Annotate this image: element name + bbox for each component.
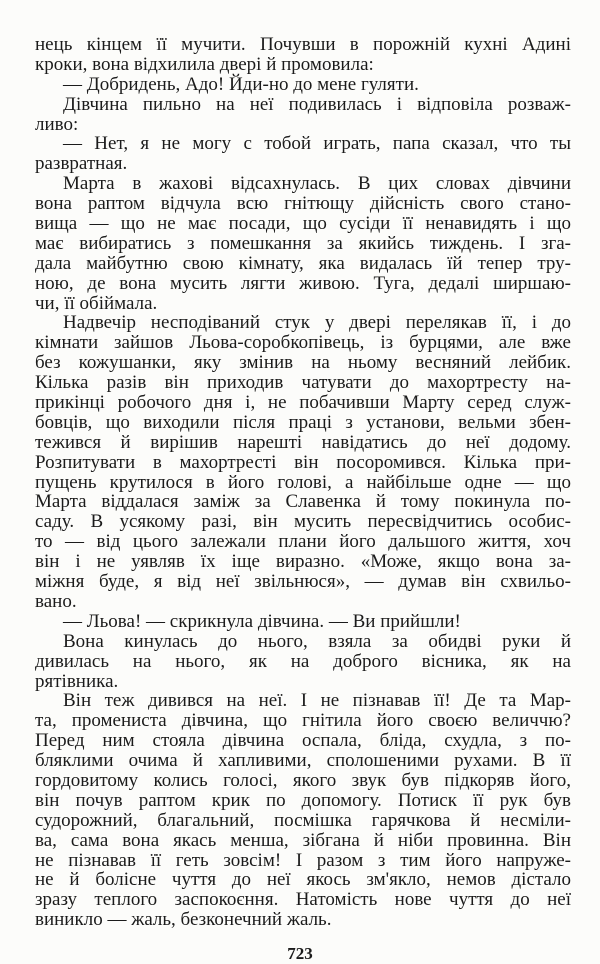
paragraph (35, 632, 571, 692)
text-line: вона раптом відчула всю гнітющу дійсність свого стано- (35, 193, 571, 215)
text-line: гордовитому колись голосі, якого звук був підкоряв його, (35, 769, 571, 791)
text-line: Вона кинулась до нього, взяла за обидві руки й (63, 630, 571, 652)
text-line: Розпитувати в махортресті він посоромився. Кілька при- (35, 451, 571, 473)
text-line: виникло — жаль, безконечний жаль. (35, 909, 332, 931)
text-line: кімнати зайшов Льова-соробкопівець, із бурцями, але вже (35, 332, 571, 354)
text-line: має вибиратись з помешкання за якийсь тиждень. І зга- (35, 232, 571, 254)
text-line: ва, сама вона якась менша, зібгана й ніби провинна. Він (35, 829, 571, 851)
text-line: зразу теплого заспокоєння. Натомість нове чуття до неї (35, 889, 571, 911)
text-line: не й болісне чуття до неї якось зм'якло, немов дістало (35, 869, 571, 891)
text-line: то — від цього залежали плани його дальшого життя, хоч (35, 531, 571, 553)
text-line: Перед ним стояла дівчина оспала, бліда, схудла, з по- (35, 730, 571, 752)
text-line: нець кінцем її мучити. Почувши в порожній кухні Адині (35, 34, 571, 55)
paragraph (35, 313, 571, 611)
text-line: — Добридень, Адо! Йди-но до мене гуляти. (63, 73, 419, 95)
text-line: Марта віддалася заміж за Славенка й тому покинула по- (35, 491, 571, 513)
text-line: Він теж дивився на неї. І не пізнавав її! Де та Мар- (63, 690, 571, 712)
text-line: прикінці робочого дня і, не побачивши Марту серед служ- (35, 392, 571, 414)
text-line: — Нет, я не могу с тобой играть, папа сказал, что ты (63, 133, 571, 155)
text-line: Кілька разів він приходив чатувати до махортресту на- (35, 372, 571, 394)
text-line: пущень крутилося в його голові, а найбільше одне — що (35, 471, 571, 493)
text-line: він почув раптом крик по допомогу. Потиск її рук був (35, 789, 571, 811)
text-line: тежився й вирішив нарешті навідатись до неї додому. (35, 431, 571, 453)
text-line: саду. В усякому разі, він мусить пересвідчитись особис- (35, 511, 571, 533)
text-line: дивилась на нього, як на доброго вісника, як на (35, 650, 571, 672)
paragraph (35, 691, 571, 930)
text-line: вано. (35, 590, 77, 612)
text-line: бовців, що виходили після праці з установи, вельми збен- (35, 411, 571, 433)
paragraph (35, 174, 571, 313)
text-line: — Льова! — скрикнула дівчина. — Ви прийшли! (63, 610, 461, 632)
text-line: чи, її обіймала. (35, 292, 158, 314)
text-line: бляклими очима й хапливими, сполошеними рухами. В її (35, 750, 571, 772)
text-line: без кожушанки, яку змінив на ньому весняний лейбик. (35, 352, 571, 374)
paragraph (35, 612, 571, 632)
text-line: развратная. (35, 153, 128, 175)
paragraph (35, 75, 571, 95)
paragraph (35, 95, 571, 135)
text-line: міжня буде, я від неї звільнюся», — думав він схвильо- (35, 571, 571, 593)
text-line: ливо: (35, 113, 79, 135)
page-body-text (35, 35, 571, 930)
text-line: вища — що не має посади, що сусіди її ненавидять і що (35, 213, 571, 235)
text-line: ною, де вона мусить лягти живою. Туга, дедалі ширшаю- (35, 272, 571, 294)
page-number: 723 (287, 944, 313, 963)
text-line: Марта в жахові відсахнулась. В цих словах дівчини (63, 173, 571, 195)
text-line: Дівчина пильно на неї подивилась і відповіла розваж- (63, 93, 571, 115)
text-line: судорожний, благальний, посмішка гарячкова й несміли- (35, 809, 571, 831)
text-line: та, промениста дівчина, що гнітила його своєю величчю? (35, 710, 571, 732)
paragraph (35, 134, 571, 174)
text-line: дала майбутню свою кімнату, яка видалась їй тепер тру- (35, 252, 571, 274)
text-line: не пізнавав її геть зовсім! І разом з тим його напруже- (35, 849, 571, 871)
text-line: він і не уявляв їх іще виразно. «Може, якщо вона за- (35, 551, 571, 573)
paragraph (35, 35, 571, 75)
text-line: рятівника. (35, 670, 119, 692)
text-line: Надвечір несподіваний стук у двері перелякав її, і до (63, 312, 571, 334)
text-line: кроки, вона відхилила двері й промовила: (35, 53, 374, 75)
